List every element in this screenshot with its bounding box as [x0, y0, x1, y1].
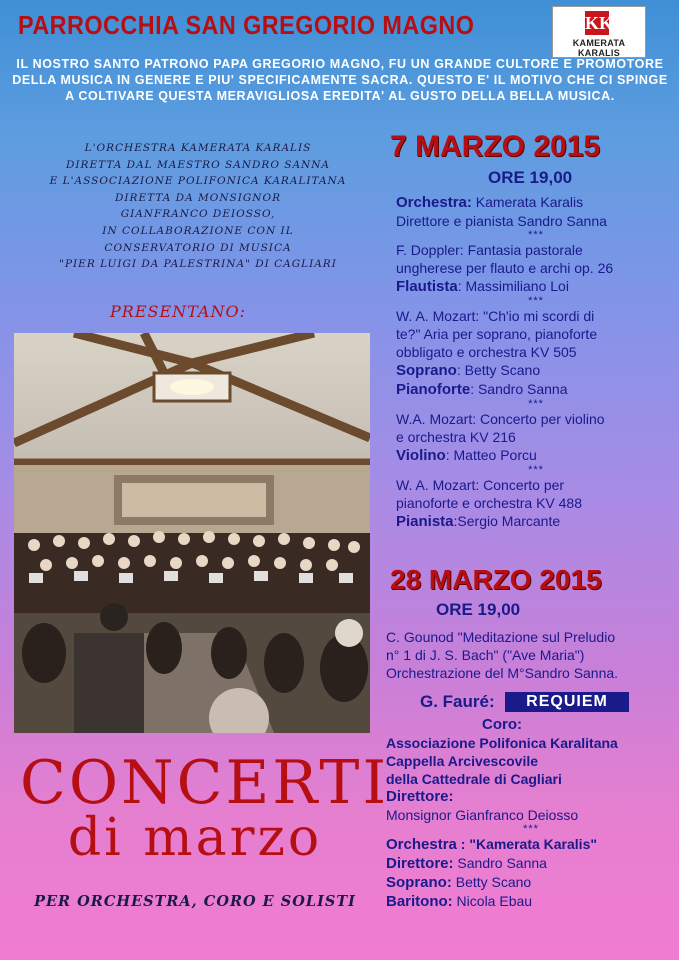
organizers-text — [18, 140, 378, 273]
label: Orchestra — [386, 836, 457, 853]
di-marzo-title: di marzo — [67, 808, 323, 868]
program-line: pianoforte e orchestra KV 488 — [396, 495, 583, 511]
org-line: DIRETTA DAL MAESTRO SANDRO SANNA — [65, 158, 330, 171]
concert2-date: 28 MARZO 2015 — [390, 564, 602, 595]
coro-label: Coro: — [482, 716, 522, 733]
separator: *** — [523, 823, 539, 835]
program-line: Monsignor Gianfranco Deiosso — [386, 807, 579, 823]
label: Violino — [396, 447, 446, 464]
program-line — [396, 361, 676, 380]
presentano-label: PRESENTANO: — [110, 302, 246, 321]
value: Sandro Sanna — [453, 855, 547, 871]
value: Kamerata Karalis — [471, 194, 584, 210]
org-line: E L'ASSOCIAZIONE POLIFONICA KARALITANA — [49, 175, 347, 188]
concert1-date: 7 MARZO 2015 — [390, 130, 601, 163]
intro-text: IL NOSTRO SANTO PATRONO PAPA GREGORIO MAGNO, FU UN GRANDE CULTORE E PROMOTORE DELLA MUSICA IN GENERE E PIU' SPECIFICAMENTE SACRA. QUESTO E' IL MOTIVO CHE CI SPINGE A COLTIVARE QUESTA MERAVIGLIOSA EREDITA' AL GUSTO DELLA BELLA MUSICA. — [12, 57, 668, 103]
value: Nicola Ebau — [452, 893, 533, 909]
program-line: obbligato e orchestra KV 505 — [396, 344, 577, 360]
program-line — [386, 835, 676, 854]
label: Pianoforte — [396, 381, 471, 398]
program-line — [386, 854, 676, 873]
program-line: Associazione Polifonica Karalitana — [386, 735, 618, 751]
org-line: CONSERVATORIO DI MUSICA — [104, 241, 292, 254]
label: Flautista — [396, 278, 458, 295]
concert2-program — [386, 716, 676, 911]
separator: *** — [528, 464, 544, 476]
program-line: n° 1 di J. S. Bach" ("Ave Maria") — [386, 647, 585, 663]
value: : Massimiliano Loi — [457, 278, 569, 294]
program-line: W. A. Mozart: Concerto per — [396, 477, 565, 493]
logo-mark: KK — [585, 13, 614, 33]
faure-label: G. Fauré: — [420, 692, 495, 711]
label: Orchestra: — [396, 194, 472, 211]
label: Baritono: — [386, 893, 453, 910]
gounod-text — [386, 628, 676, 682]
program-line: C. Gounod "Meditazione sul Preludio — [386, 629, 616, 645]
separator: *** — [528, 229, 544, 241]
program-line — [396, 277, 676, 296]
label: Direttore: — [386, 855, 454, 872]
program-line: W.A. Mozart: Concerto per violino — [396, 411, 605, 427]
value: Betty Scano — [451, 874, 532, 890]
program-line — [396, 446, 676, 465]
value: : "Kamerata Karalis" — [456, 836, 597, 852]
program-line — [396, 380, 676, 399]
org-line: "PIER LUIGI DA PALESTRINA" DI CAGLIARI — [59, 258, 337, 271]
subtitle: PER ORCHESTRA, CORO E SOLISTI — [34, 893, 356, 910]
kamerata-karalis-logo — [552, 6, 646, 58]
photo-illustration — [14, 333, 370, 733]
value: : Sandro Sanna — [470, 381, 568, 397]
separator: *** — [528, 398, 544, 410]
org-line: DIRETTA DA MONSIGNOR — [114, 191, 281, 204]
concert2-time: ORE 19,00 — [436, 600, 521, 619]
separator: *** — [528, 295, 544, 307]
concert1-program — [396, 193, 676, 531]
program-line: W. A. Mozart: "Ch'io mi scordi di — [396, 308, 595, 324]
orchestra-choir-photo — [14, 333, 370, 733]
org-line: GIANFRANCO DEIOSSO, — [120, 208, 276, 221]
program-line: te?" Aria per soprano, pianoforte — [396, 326, 598, 342]
concert1-time: ORE 19,00 — [488, 168, 573, 187]
program-line: ungherese per flauto e archi op. 26 — [396, 260, 614, 276]
label: Soprano — [396, 362, 457, 379]
parish-title: PARROCCHIA SAN GREGORIO MAGNO — [18, 10, 475, 40]
org-line: L'ORCHESTRA KAMERATA KARALIS — [84, 142, 312, 154]
value: :Sergio Marcante — [453, 513, 561, 529]
label: Soprano: — [386, 874, 452, 891]
program-line — [396, 193, 676, 212]
program-line: F. Doppler: Fantasia pastorale — [396, 242, 583, 258]
label: Pianista — [396, 513, 454, 530]
value: : Betty Scano — [456, 362, 541, 378]
direttore-label: Direttore: — [386, 788, 454, 805]
concerti-title: CONCERTI — [20, 748, 390, 818]
program-line: della Cattedrale di Cagliari — [386, 771, 562, 787]
program-line — [386, 892, 676, 911]
org-line: IN COLLABORAZIONE CON IL — [102, 224, 294, 237]
program-line — [396, 512, 676, 531]
value: : Matteo Porcu — [445, 447, 537, 463]
requiem-badge: REQUIEM — [505, 692, 629, 712]
program-line — [386, 873, 676, 892]
program-line: e orchestra KV 216 — [396, 429, 516, 445]
program-line: Cappella Arcivescovile — [386, 753, 539, 769]
program-line: Direttore e pianista Sandro Sanna — [396, 213, 607, 229]
logo-text: KAMERATA KARALIS — [572, 38, 626, 58]
program-line: Orchestrazione del M°Sandro Sanna. — [386, 665, 619, 681]
